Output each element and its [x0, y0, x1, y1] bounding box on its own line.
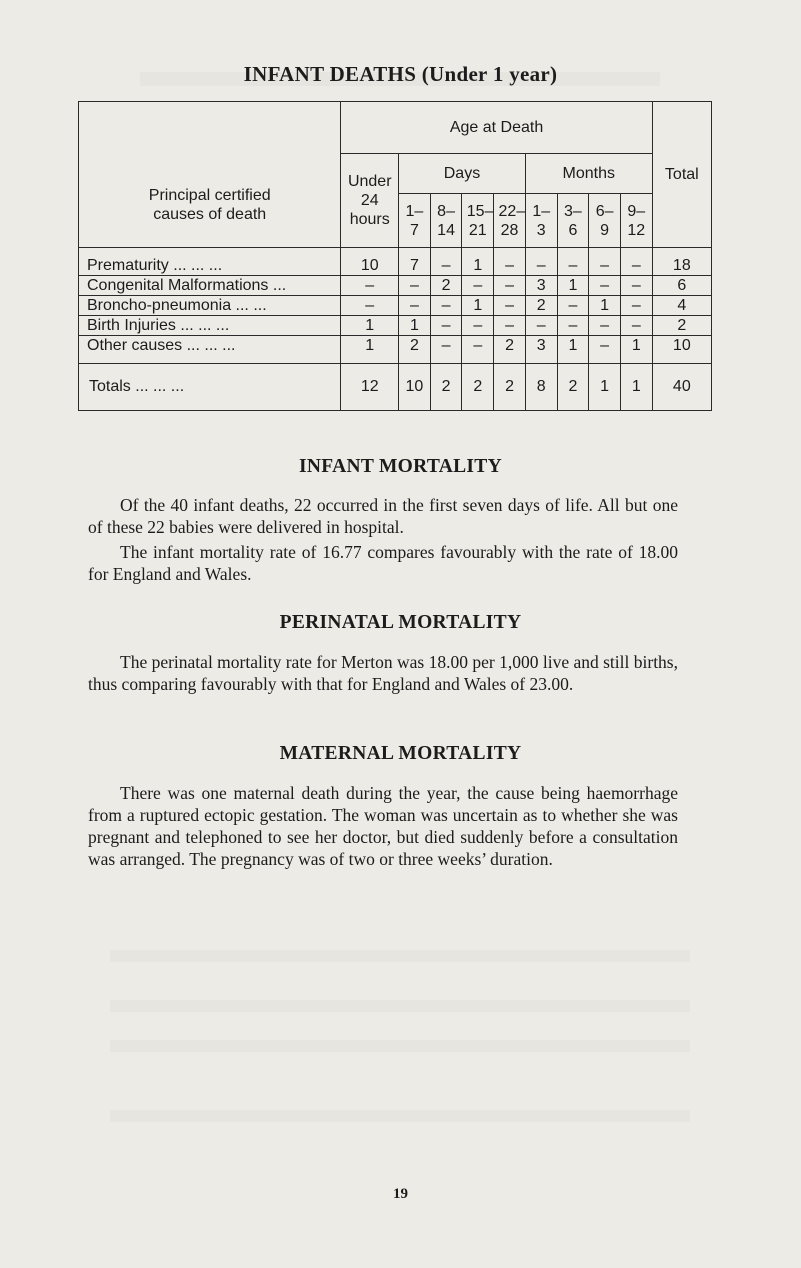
infant-deaths-table: [78, 101, 712, 411]
cell: 1: [462, 248, 494, 276]
table-row: [79, 276, 712, 296]
month-range-header: 9– 12: [620, 194, 652, 248]
perinatal-mortality-heading: PERINATAL MORTALITY: [279, 612, 522, 633]
cause-label: Prematurity ... ... ...: [79, 248, 341, 276]
month-range-header: 3– 6: [557, 194, 589, 248]
cause-label: Congenital Malformations ...: [79, 276, 341, 296]
cell: –: [525, 316, 557, 336]
table-row: [79, 296, 712, 316]
days-header: Days: [399, 154, 526, 194]
cause-label: Other causes ... ... ...: [79, 336, 341, 364]
cell: 3: [525, 276, 557, 296]
cell-total: 10: [652, 336, 711, 364]
cell: 1: [341, 316, 399, 336]
causes-column-header: Principal certified causes of death: [79, 102, 341, 248]
cell: 2: [494, 364, 526, 411]
cell: 1: [620, 364, 652, 411]
paragraph: Of the 40 infant deaths, 22 occurred in the first seven days of life. All but one of these 22 babies were delivered in hospital.: [88, 495, 678, 537]
cell: –: [430, 336, 462, 364]
table-row: [79, 316, 712, 336]
cell: –: [525, 248, 557, 276]
cause-label: Birth Injuries ... ... ...: [79, 316, 341, 336]
cell: –: [430, 296, 462, 316]
month-range-header: 6– 9: [589, 194, 621, 248]
cell: 8: [525, 364, 557, 411]
month-range-header: 1– 3: [525, 194, 557, 248]
age-at-death-header: Age at Death: [341, 102, 652, 154]
table-row: [79, 336, 712, 364]
table-title: INFANT DEATHS (Under 1 year): [243, 62, 558, 86]
cell-total: 6: [652, 276, 711, 296]
cell: 1: [589, 364, 621, 411]
under-24-hours-header: Under 24 hours: [341, 154, 399, 248]
cell: 3: [525, 336, 557, 364]
cell: –: [620, 296, 652, 316]
cell: 1: [620, 336, 652, 364]
cell: –: [430, 248, 462, 276]
cell: –: [557, 296, 589, 316]
paragraph: There was one maternal death during the year, the cause being haemorrhage from a ruptured ectopic gestation. The woman was uncertain as to whether she was pregnant and telephoned to see her doctor, but died suddenly before a consultation was arranged. The pregnancy was of two or three weeks’ duration.: [88, 783, 678, 869]
day-range-header: 22– 28: [494, 194, 526, 248]
cell: –: [589, 248, 621, 276]
cell: 1: [399, 316, 431, 336]
cell: 2: [399, 336, 431, 364]
cell: –: [399, 296, 431, 316]
cell: 1: [589, 296, 621, 316]
cell: –: [462, 336, 494, 364]
cell: –: [557, 316, 589, 336]
cell: –: [589, 336, 621, 364]
infant-mortality-heading: INFANT MORTALITY: [299, 456, 502, 477]
day-range-header: 15– 21: [462, 194, 494, 248]
cell: 1: [557, 336, 589, 364]
cell: 2: [494, 336, 526, 364]
cell: 2: [557, 364, 589, 411]
cell: –: [341, 296, 399, 316]
day-range-header: 1– 7: [399, 194, 431, 248]
maternal-mortality-heading: MATERNAL MORTALITY: [279, 743, 522, 764]
totals-row: [79, 364, 712, 411]
cause-label: Broncho-pneumonia ... ...: [79, 296, 341, 316]
day-range-header: 8– 14: [430, 194, 462, 248]
cell-total: 40: [652, 364, 711, 411]
cell: 7: [399, 248, 431, 276]
cell: 10: [399, 364, 431, 411]
paragraph: The infant mortality rate of 16.77 compares favourably with the rate of 18.00 for England and Wales.: [88, 542, 678, 584]
cell: –: [430, 316, 462, 336]
months-header: Months: [525, 154, 652, 194]
cell: –: [620, 248, 652, 276]
cell: –: [557, 248, 589, 276]
cell: 2: [462, 364, 494, 411]
cell: 10: [341, 248, 399, 276]
cell: –: [589, 276, 621, 296]
cell: 1: [462, 296, 494, 316]
cell: 12: [341, 364, 399, 411]
cell: –: [494, 316, 526, 336]
cell: 2: [525, 296, 557, 316]
cell: 2: [430, 276, 462, 296]
cell: –: [494, 296, 526, 316]
table-row: [79, 248, 712, 276]
page-number: 19: [393, 1186, 408, 1202]
paragraph: The perinatal mortality rate for Merton was 18.00 per 1,000 live and still births, thus comparing favourably with that for England and Wales of 23.00.: [88, 652, 678, 694]
cell: –: [620, 276, 652, 296]
cell: –: [341, 276, 399, 296]
cell: –: [462, 276, 494, 296]
cell: –: [589, 316, 621, 336]
cell: –: [494, 248, 526, 276]
cell: 2: [430, 364, 462, 411]
totals-label: Totals ... ... ...: [79, 364, 341, 411]
cell: –: [620, 316, 652, 336]
cell: 1: [341, 336, 399, 364]
cell: 1: [557, 276, 589, 296]
cell: –: [494, 276, 526, 296]
cell-total: 2: [652, 316, 711, 336]
cell: –: [399, 276, 431, 296]
cell-total: 18: [652, 248, 711, 276]
cell: –: [462, 316, 494, 336]
cell-total: 4: [652, 296, 711, 316]
total-column-header: Total: [652, 102, 711, 248]
